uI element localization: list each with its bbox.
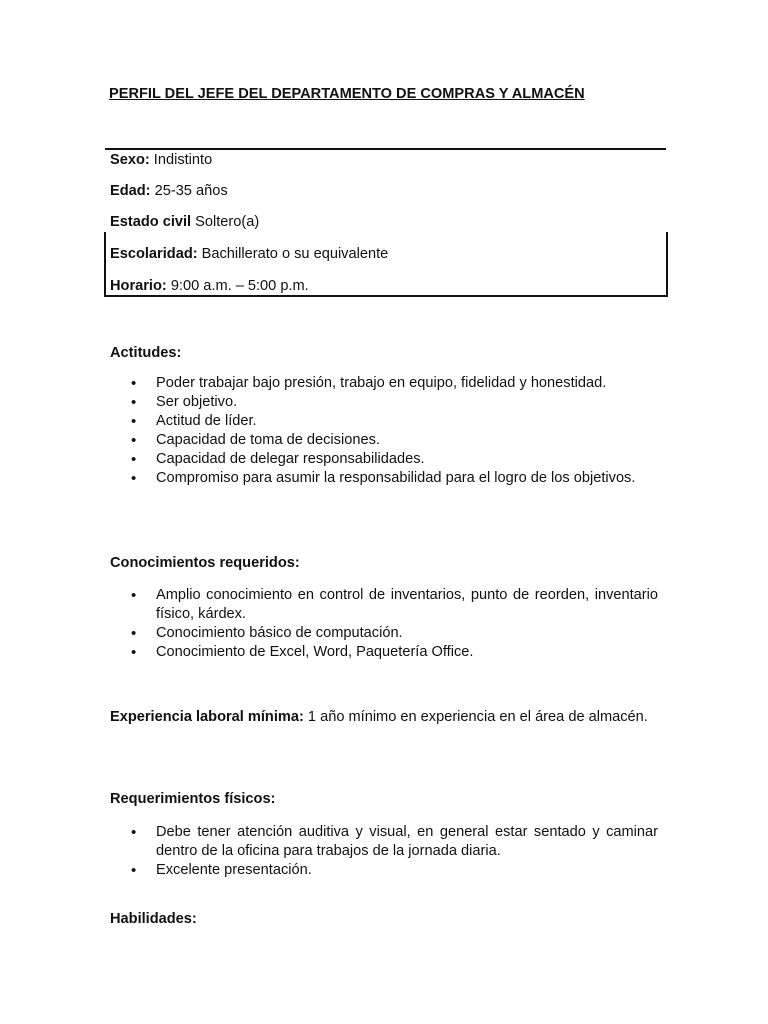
section-heading-actitudes: Actitudes: [110, 345, 182, 361]
field-label: Escolaridad: [110, 246, 198, 262]
experiencia-text: 1 año mínimo en experiencia en el área de almacén. [303, 709, 648, 725]
field-horario [110, 277, 309, 296]
list-item: • Ser objetivo. [110, 393, 658, 412]
field-estado-civil [110, 213, 259, 232]
list-item: • Capacidad de toma de decisiones. [110, 431, 658, 450]
section-heading-conocimientos: Conocimientos requeridos: [110, 555, 300, 571]
field-label: Horario: [110, 278, 167, 294]
field-value: Indistinto [149, 152, 213, 168]
list-item: • Compromiso para asumir la responsabilidad para el logro de los objetivos. [110, 469, 658, 488]
experiencia-label: Experiencia laboral mínima: [110, 709, 304, 725]
list-item: • Excelente presentación. [110, 861, 658, 880]
conocimientos-list [110, 586, 658, 662]
info-box-top-border [105, 148, 666, 150]
actitudes-list [110, 374, 658, 488]
list-item: • Capacidad de delegar responsabilidades. [110, 450, 658, 469]
field-sexo [110, 151, 212, 170]
field-value: 9:00 a.m. – 5:00 p.m. [166, 278, 309, 294]
list-item: • Debe tener atención auditiva y visual, en general estar sentado y caminar dentro de la oficina para trabajos de la jornada diaria. [110, 823, 658, 861]
experiencia-paragraph [110, 708, 658, 727]
field-label: Estado civil [110, 214, 192, 230]
field-value: Soltero(a) [191, 214, 260, 230]
requerimientos-list [110, 823, 658, 880]
list-item: • Conocimiento de Excel, Word, Paquetería Office. [110, 643, 658, 662]
list-item: • Conocimiento básico de computación. [110, 624, 658, 643]
list-item: • Actitud de líder. [110, 412, 658, 431]
field-label: Edad: [110, 183, 151, 199]
field-value: 25-35 años [150, 183, 228, 199]
list-item: • Poder trabajar bajo presión, trabajo en equipo, fidelidad y honestidad. [110, 374, 658, 393]
document-title: PERFIL DEL JEFE DEL DEPARTAMENTO DE COMPRAS Y ALMACÉN [109, 86, 585, 102]
list-item: • Amplio conocimiento en control de inventarios, punto de reorden, inventario físico, kárdex. [110, 586, 658, 624]
field-escolaridad [110, 245, 388, 264]
section-heading-requerimientos: Requerimientos físicos: [110, 791, 276, 807]
field-edad [110, 182, 228, 201]
field-label: Sexo: [110, 152, 150, 168]
section-heading-habilidades: Habilidades: [110, 911, 197, 927]
field-value: Bachillerato o su equivalente [197, 246, 389, 262]
